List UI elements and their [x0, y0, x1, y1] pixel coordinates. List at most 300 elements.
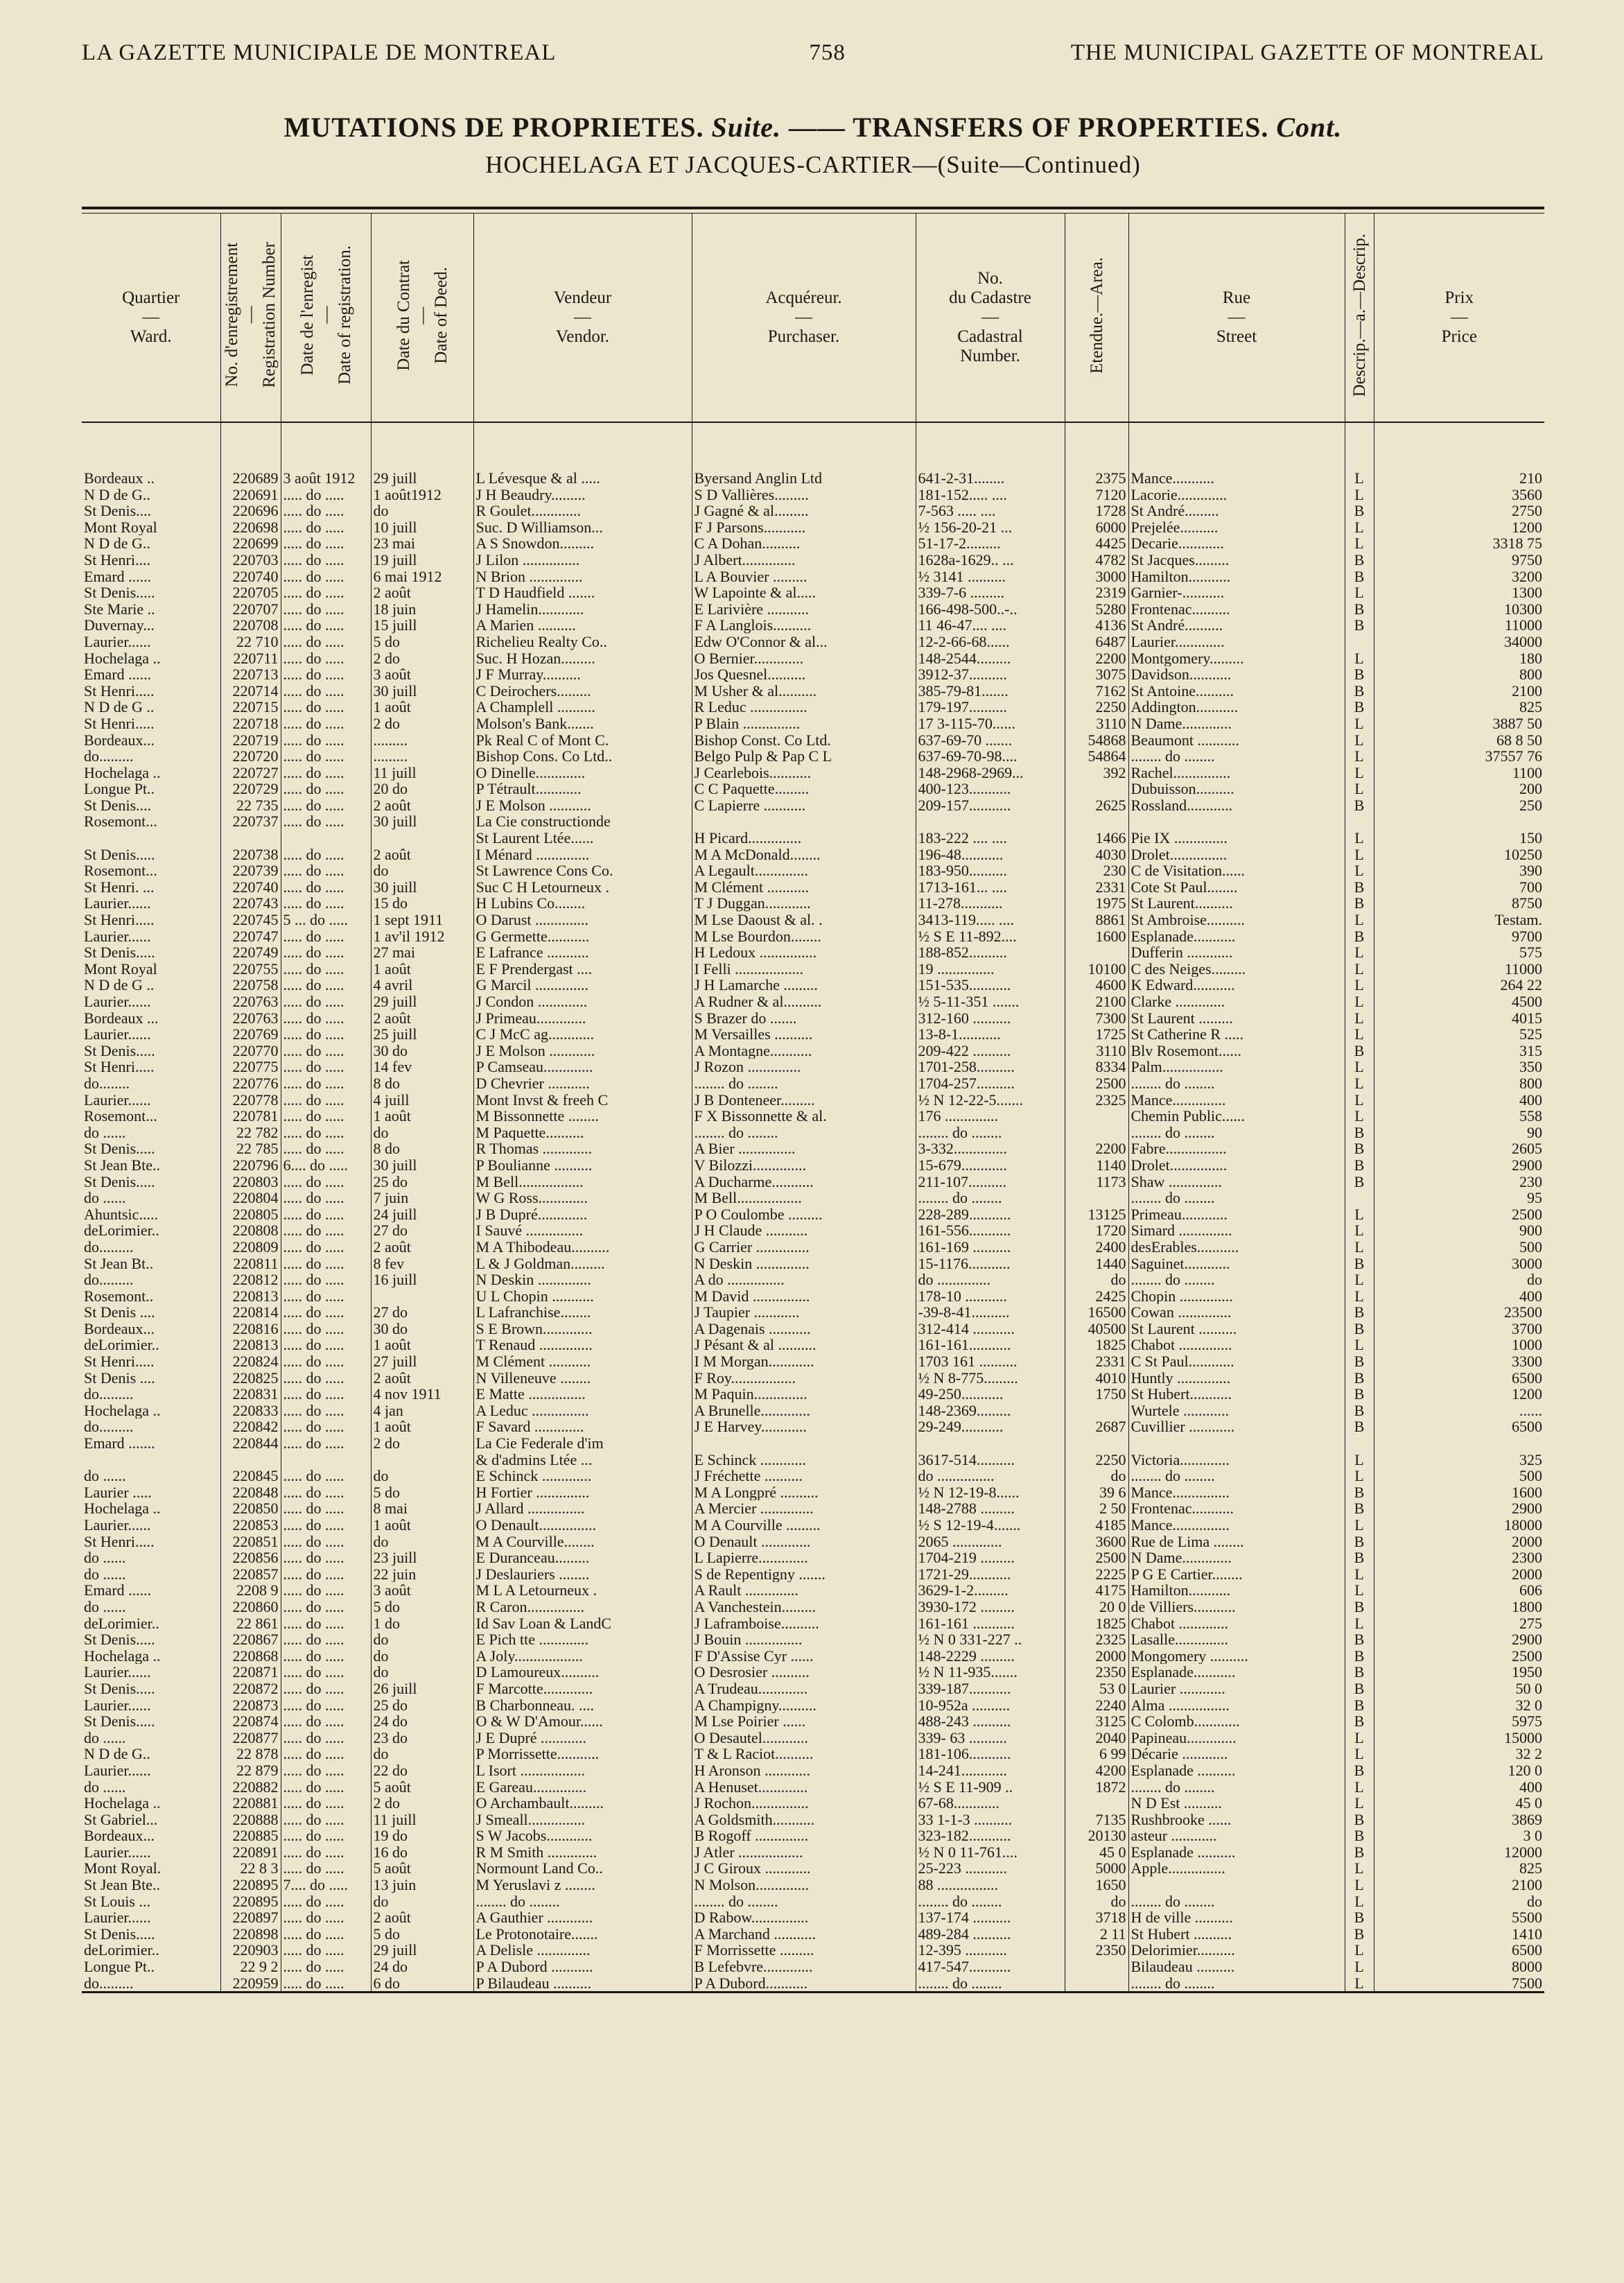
cell-deed-date: 2 août [371, 1909, 473, 1926]
title-suite: Suite. [711, 112, 781, 143]
cell-price: 1950 [1374, 1664, 1544, 1681]
cell-cadastre: 161-161........... [916, 1337, 1065, 1353]
col-ward: Quartier — Ward. [82, 214, 220, 422]
cell-ward: Laurier...... [84, 1091, 151, 1109]
cell-description: L [1345, 781, 1374, 797]
cell-deed-date: do [371, 1631, 473, 1648]
cell-ward: Mont Royal [84, 519, 157, 536]
cell-vendor: Suc C H Letourneux . [473, 879, 692, 896]
cell-ward: do......... [84, 748, 134, 765]
cell-reg-number: 220816 [220, 1321, 281, 1337]
cell-cadastre: 181-152..... .... [916, 487, 1065, 503]
cell-street: Saguinet............ [1128, 1256, 1345, 1272]
cell-vendor: A Champlell .......... [473, 699, 692, 715]
cell-ward: Mont Royal. [84, 1860, 161, 1877]
cell-purchaser: J Fréchette .......... [692, 1468, 916, 1484]
cell-purchaser: L Lapierre............. [692, 1550, 916, 1566]
cell-cadastre: 637-69-70-98.... [916, 748, 1065, 765]
cell-description: L [1345, 1271, 1374, 1288]
cell-reg-date: ..... do ..... [281, 1174, 371, 1190]
cell-deed-date: 27 do [371, 1304, 473, 1321]
cell-ward: Laurier...... [84, 1517, 151, 1534]
cell-street [1128, 813, 1345, 830]
cell-description: B [1345, 1697, 1374, 1714]
cell-purchaser: B Rogoff .............. [692, 1828, 916, 1844]
table-row [82, 1812, 1544, 1828]
cell-deed-date: 24 juill [371, 1206, 473, 1223]
cell-reg-number: 220739 [220, 862, 281, 879]
cell-deed-date: 2 août [371, 584, 473, 601]
cell-ward: Laurier...... [84, 1696, 151, 1714]
cell-street: Laurier............. [1128, 634, 1345, 650]
cell-reg-date: ..... do ..... [281, 1517, 371, 1534]
cell-area: 1750 [1065, 1386, 1128, 1403]
cell-deed-date: 1 août [371, 699, 473, 715]
cell-street: Papineau............. [1128, 1730, 1345, 1746]
table-row [82, 1206, 1544, 1223]
cell-vendor: Le Protonotaire....... [473, 1926, 692, 1943]
cell-area: 1600 [1065, 928, 1128, 945]
cell-vendor: St Laurent Ltée...... [473, 830, 692, 847]
cell-purchaser: M Usher & al.......... [692, 683, 916, 700]
cell-street: Cote St Paul........ [1128, 879, 1345, 896]
cell-vendor: Molson's Bank....... [473, 715, 692, 732]
cell-deed-date: 23 juill [371, 1550, 473, 1566]
cell-area: 1650 [1065, 1877, 1128, 1893]
cell-reg-number: 220755 [220, 961, 281, 978]
cell-price: 2900 [1374, 1157, 1544, 1174]
col-reg-date: Date de l'enregist — Date of registration. [281, 214, 371, 422]
cell-vendor: A Leduc ............... [473, 1403, 692, 1419]
cell-area: 1725 [1065, 1026, 1128, 1043]
cell-deed-date: 1 do [371, 1615, 473, 1632]
cell-description: L [1345, 1108, 1374, 1125]
cell-reg-number: 220848 [220, 1484, 281, 1501]
cell-street: Decarie............ [1128, 535, 1345, 552]
cell-price: 1100 [1374, 765, 1544, 781]
cell-deed-date: 2 août [371, 1370, 473, 1387]
cell-cadastre: 188-852.......... [916, 944, 1065, 961]
cell-price: 2750 [1374, 503, 1544, 519]
table-row [82, 1534, 1544, 1550]
cell-street: St André.......... [1128, 617, 1345, 634]
cell-cadastre: 181-106........... [916, 1746, 1065, 1762]
cell-description: B [1345, 1304, 1374, 1321]
cell-vendor: N Brion .............. [473, 568, 692, 585]
cell-vendor: J F Murray.......... [473, 666, 692, 683]
cell-street: H de ville .......... [1128, 1909, 1345, 1926]
cell-cadastre: ½ N 12-22-5....... [916, 1092, 1065, 1109]
cell-deed-date: 8 do [371, 1140, 473, 1157]
cell-ward: Hochelaga .. [84, 1500, 161, 1517]
cell-street: Pie IX .............. [1128, 830, 1345, 847]
cell-area [1065, 1959, 1128, 1975]
cell-deed-date: 25 do [371, 1174, 473, 1190]
cell-cadastre: 3413-119..... .... [916, 912, 1065, 928]
cell-deed-date: 11 juill [371, 765, 473, 781]
cell-deed-date: 27 mai [371, 944, 473, 961]
cell-deed-date: 19 do [371, 1828, 473, 1844]
cell-price: 800 [1374, 1075, 1544, 1092]
cell-street: Mance............... [1128, 1517, 1345, 1534]
cell-ward: St Jean Bte.. [84, 1156, 160, 1174]
cell-reg-number: 220727 [220, 765, 281, 781]
table-row [82, 748, 1544, 765]
cell-area: 39 6 [1065, 1484, 1128, 1501]
cell-street: Esplanade........... [1128, 928, 1345, 945]
table-row [82, 1353, 1544, 1370]
cell-vendor: S W Jacobs............ [473, 1828, 692, 1844]
cell-price: 275 [1374, 1615, 1544, 1632]
cell-reg-number: 220729 [220, 781, 281, 797]
cell-deed-date: 16 juill [371, 1271, 473, 1288]
cell-deed-date: 7 juin [371, 1190, 473, 1206]
cell-vendor: M A Courville........ [473, 1534, 692, 1550]
cell-reg-date: ..... do ..... [281, 1075, 371, 1092]
cell-ward: Hochelaga .. [84, 1795, 161, 1812]
cell-description: B [1345, 1664, 1374, 1681]
cell-ward: Longue Pt.. [84, 781, 155, 797]
cell-ward: St Henri..... [84, 682, 155, 700]
cell-vendor: G Marcil .............. [473, 977, 692, 993]
cell-ward: Laurier...... [84, 1843, 151, 1861]
cell-price: 68 8 50 [1374, 732, 1544, 749]
cell-reg-number: 220851 [220, 1534, 281, 1550]
table-row [82, 1256, 1544, 1272]
cell-deed-date: 5 do [371, 1599, 473, 1615]
cell-vendor: Mont Invst & freeh C [473, 1092, 692, 1109]
cell-deed-date: 25 do [371, 1697, 473, 1714]
cell-description: B [1345, 1926, 1374, 1943]
table-row [82, 944, 1544, 961]
cell-purchaser: Jos Quesnel.......... [692, 666, 916, 683]
cell-price: 390 [1374, 862, 1544, 879]
cell-street: Frontenac........... [1128, 1500, 1345, 1517]
cell-vendor: M Bissonnette ........ [473, 1108, 692, 1125]
cell-area: 4030 [1065, 847, 1128, 863]
cell-description: B [1345, 699, 1374, 715]
cell-cadastre: 1704-219 ......... [916, 1550, 1065, 1566]
cell-ward: Emard ...... [84, 568, 152, 585]
cell-ward: St Louis ... [84, 1893, 150, 1910]
cell-vendor: St Lawrence Cons Co. [473, 862, 692, 879]
cell-area: 230 [1065, 862, 1128, 879]
cell-vendor: E Duranceau......... [473, 1550, 692, 1566]
cell-purchaser: A Henuset............. [692, 1779, 916, 1796]
cell-vendor: L Lévesque & al ..... [473, 470, 692, 487]
cell-area: 3110 [1065, 715, 1128, 732]
cell-vendor: R Caron............... [473, 1599, 692, 1615]
cell-purchaser: F Roy................. [692, 1370, 916, 1387]
cell-cadastre: 489-284 .......... [916, 1926, 1065, 1943]
cell-ward: St Denis..... [84, 1042, 155, 1059]
cell-reg-date: ..... do ..... [281, 1648, 371, 1665]
cell-price: 37557 76 [1374, 748, 1544, 765]
table-row [82, 1844, 1544, 1861]
cell-deed-date: 1 août [371, 1418, 473, 1435]
cell-area: 5280 [1065, 601, 1128, 618]
cell-deed-date: 15 juill [371, 617, 473, 634]
cell-description: L [1345, 830, 1374, 847]
cell-reg-number: 22 782 [220, 1125, 281, 1141]
cell-vendor: J Hamelin............ [473, 601, 692, 618]
cell-deed-date: 8 do [371, 1075, 473, 1092]
cell-reg-number: 220831 [220, 1386, 281, 1403]
cell-vendor: M L A Letourneux . [473, 1582, 692, 1599]
cell-ward: St Denis..... [84, 1680, 155, 1697]
cell-cadastre: 13-8-1........... [916, 1026, 1065, 1043]
cell-area: 5000 [1065, 1860, 1128, 1877]
cell-street: Delorimier.......... [1128, 1942, 1345, 1959]
cell-deed-date: 10 juill [371, 519, 473, 536]
cell-reg-date: ..... do ..... [281, 1534, 371, 1550]
cell-ward: do ...... [84, 1124, 126, 1141]
cell-description [1345, 634, 1374, 650]
cell-description: L [1345, 993, 1374, 1010]
cell-purchaser: M Clément ........... [692, 879, 916, 896]
cell-reg-number: 220857 [220, 1566, 281, 1583]
cell-price: 1410 [1374, 1926, 1544, 1943]
cell-price: 4015 [1374, 1010, 1544, 1027]
cell-street: Dubuisson.......... [1128, 781, 1345, 797]
cell-reg-date: ..... do ..... [281, 552, 371, 568]
cell-description: B [1345, 895, 1374, 912]
cell-cadastre: ½ 156-20-21 ... [916, 519, 1065, 536]
cell-reg-number: 220853 [220, 1517, 281, 1534]
cell-reg-date: ..... do ..... [281, 1500, 371, 1517]
cell-ward: do......... [84, 1418, 134, 1436]
cell-street: St Laurent.......... [1128, 895, 1345, 912]
cell-vendor: E Schinck ............. [473, 1468, 692, 1484]
cell-purchaser: ........ do ........ [692, 1893, 916, 1910]
cell-ward: Hochelaga .. [84, 1647, 161, 1665]
cell-description: B [1345, 1125, 1374, 1141]
cell-reg-number: 220703 [220, 552, 281, 568]
cell-reg-number: 220796 [220, 1157, 281, 1174]
cell-street [1128, 1435, 1345, 1452]
cell-street: Chabot .............. [1128, 1337, 1345, 1353]
cell-reg-number: 220713 [220, 666, 281, 683]
cell-deed-date: 1 août [371, 961, 473, 978]
cell-reg-date: ..... do ..... [281, 1418, 371, 1435]
cell-price: 12000 [1374, 1844, 1544, 1861]
cell-area: 1140 [1065, 1157, 1128, 1174]
cell-deed-date: do [371, 1468, 473, 1484]
cell-price: 350 [1374, 1059, 1544, 1075]
cell-cadastre: 1628a-1629.. ... [916, 552, 1065, 568]
cell-deed-date: 23 mai [371, 535, 473, 552]
cell-cadastre: 137-174 .......... [916, 1909, 1065, 1926]
cell-street: St Laurent .......... [1128, 1321, 1345, 1337]
cell-street: Montgomery......... [1128, 650, 1345, 667]
cell-cadastre: ½ S 12-19-4....... [916, 1517, 1065, 1534]
cell-reg-number: 220814 [220, 1304, 281, 1321]
cell-reg-number: 220705 [220, 584, 281, 601]
cell-price: 3700 [1374, 1321, 1544, 1337]
cell-price: 50 0 [1374, 1681, 1544, 1697]
cell-vendor: J H Beaudry......... [473, 487, 692, 503]
cell-description: B [1345, 1648, 1374, 1665]
cell-street: Garnier-........... [1128, 584, 1345, 601]
cell-street: Hamilton........... [1128, 1582, 1345, 1599]
cell-deed-date: 4 avril [371, 977, 473, 993]
cell-area: 392 [1065, 765, 1128, 781]
cell-vendor: P Morrissette........... [473, 1746, 692, 1762]
cell-cadastre: 148-2968-2969... [916, 765, 1065, 781]
cell-reg-date: ..... do ..... [281, 1812, 371, 1828]
cell-deed-date: 4 jan [371, 1403, 473, 1419]
table-row [82, 584, 1544, 601]
cell-vendor: M Paquette.......... [473, 1125, 692, 1141]
cell-purchaser: J H Lamarche ......... [692, 977, 916, 993]
cell-vendor: Suc. H Hozan......... [473, 650, 692, 667]
cell-cadastre: 339- 63 .......... [916, 1730, 1065, 1746]
cell-vendor: P Tétrault............ [473, 781, 692, 797]
cell-purchaser: H Ledoux ............... [692, 944, 916, 961]
cell-vendor: D Chevrier ........... [473, 1075, 692, 1092]
cell-price: 9700 [1374, 928, 1544, 945]
cell-ward: N D de G.. [84, 535, 150, 552]
running-header [82, 40, 1544, 71]
cell-street: Rue de Lima ........ [1128, 1534, 1345, 1550]
cell-cadastre: ........ do ........ [916, 1893, 1065, 1910]
table-row [82, 1337, 1544, 1353]
cell-area: 10100 [1065, 961, 1128, 978]
cell-deed-date: 22 juin [371, 1566, 473, 1583]
cell-vendor: T D Haudfield ....... [473, 584, 692, 601]
cell-description: B [1345, 1534, 1374, 1550]
cell-purchaser: A Vanchestein......... [692, 1599, 916, 1615]
cell-vendor: J Primeau............. [473, 1010, 692, 1027]
cell-area [1065, 1795, 1128, 1812]
cell-ward: St Jean Bt.. [84, 1255, 154, 1272]
title-french: MUTATIONS DE PROPRIETES. [283, 112, 704, 143]
cell-street: ........ do ........ [1128, 1893, 1345, 1910]
cell-ward: St Denis..... [84, 1713, 155, 1730]
cell-description: L [1345, 977, 1374, 993]
cell-purchaser [692, 1435, 916, 1452]
cell-street: Drolet............... [1128, 1157, 1345, 1174]
table-row [82, 879, 1544, 896]
cell-ward: St Henri..... [84, 715, 155, 732]
cell-street: St Jacques......... [1128, 552, 1345, 568]
cell-deed-date: 15 do [371, 895, 473, 912]
cell-purchaser: A Goldsmith........... [692, 1812, 916, 1828]
cell-reg-number: 220763 [220, 1010, 281, 1027]
cell-deed-date: 2 août [371, 797, 473, 814]
cell-reg-date: ..... do ..... [281, 961, 371, 978]
cell-street: Laurier ............ [1128, 1681, 1345, 1697]
cell-ward: Hochelaga .. [84, 650, 161, 667]
cell-ward: St Henri..... [84, 912, 155, 928]
cell-area: 20 0 [1065, 1599, 1128, 1615]
cell-deed-date: 1 août [371, 1517, 473, 1534]
cell-reg-number: 220882 [220, 1779, 281, 1796]
table-row [82, 1975, 1544, 1992]
cell-ward: do......... [84, 1386, 134, 1403]
cell-street: Wurtele ............ [1128, 1403, 1345, 1419]
cell-reg-date: ..... do ..... [281, 519, 371, 536]
cell-ward: Ste Marie .. [84, 600, 155, 618]
cell-street: Dufferin ............ [1128, 944, 1345, 961]
cell-purchaser: N Deskin .............. [692, 1256, 916, 1272]
cell-deed-date: 5 do [371, 1926, 473, 1943]
cell-purchaser: S Brazer do ....... [692, 1010, 916, 1027]
cell-purchaser: N Molson.............. [692, 1877, 916, 1893]
cell-price: 400 [1374, 1288, 1544, 1305]
cell-reg-date: ..... do ..... [281, 1713, 371, 1730]
col-description: Descrip.—a.—Descrip. [1345, 214, 1374, 422]
cell-ward: deLorimier.. [84, 1615, 159, 1632]
cell-vendor: P A Dubord ........... [473, 1959, 692, 1975]
cell-cadastre: 3629-1-2......... [916, 1582, 1065, 1599]
table-row [82, 961, 1544, 978]
cell-price: 315 [1374, 1043, 1544, 1059]
cell-ward: Emard ...... [84, 1582, 152, 1599]
cell-area: 40500 [1065, 1321, 1128, 1337]
cell-cadastre: 183-222 .... .... [916, 830, 1065, 847]
cell-reg-date: ..... do ..... [281, 1484, 371, 1501]
cell-vendor: O & W D'Amour...... [473, 1713, 692, 1730]
cell-purchaser: A Trudeau............. [692, 1681, 916, 1697]
cell-vendor: J Lilon ............... [473, 552, 692, 568]
bottom-rule [82, 1991, 1544, 1993]
cell-cadastre: 641-2-31........ [916, 470, 1065, 487]
cell-vendor: M Clément ........... [473, 1353, 692, 1370]
cell-area [1065, 1403, 1128, 1419]
cell-cadastre: 323-182........... [916, 1828, 1065, 1844]
cell-price: 3560 [1374, 487, 1544, 503]
cell-reg-date: 5 ... do ..... [281, 912, 371, 928]
cell-description: L [1345, 1468, 1374, 1484]
cell-price [1374, 1435, 1544, 1452]
cell-area: 1975 [1065, 895, 1128, 912]
cell-area: 2000 [1065, 1648, 1128, 1665]
cell-purchaser: Bishop Const. Co Ltd. [692, 732, 916, 749]
cell-ward: Laurier...... [84, 1909, 151, 1926]
cell-cadastre: ½ N 0 331-227 .. [916, 1631, 1065, 1648]
cell-cadastre: 11-278........... [916, 895, 1065, 912]
cell-deed-date: do [371, 1648, 473, 1665]
cell-ward: Laurier...... [84, 1026, 151, 1043]
cell-reg-date: ..... do ..... [281, 1697, 371, 1714]
cell-cadastre: 166-498-500..-.. [916, 601, 1065, 618]
cell-cadastre: 148-2229 ......... [916, 1648, 1065, 1665]
cell-description: B [1345, 568, 1374, 585]
cell-area: 7135 [1065, 1812, 1128, 1828]
cell-vendor: J Deslauriers ........ [473, 1566, 692, 1583]
cell-cadastre: do .............. [916, 1271, 1065, 1288]
cell-area: 8861 [1065, 912, 1128, 928]
cell-street: Cuvillier ............ [1128, 1418, 1345, 1435]
page-title [82, 111, 1544, 146]
cell-price: 45 0 [1374, 1795, 1544, 1812]
cell-reg-date: ..... do ..... [281, 847, 371, 863]
cell-reg-date [281, 1452, 371, 1468]
cell-reg-date: ..... do ..... [281, 666, 371, 683]
cell-vendor: A Gauthier ............ [473, 1909, 692, 1926]
cell-cadastre: 1721-29........... [916, 1566, 1065, 1583]
cell-area [1065, 813, 1128, 830]
cell-price: 32 0 [1374, 1697, 1544, 1714]
cell-cadastre: 209-422 .......... [916, 1043, 1065, 1059]
cell-ward: Bordeaux... [84, 731, 155, 749]
cell-area: 2 50 [1065, 1500, 1128, 1517]
cell-price: 4500 [1374, 993, 1544, 1010]
cell-description: B [1345, 1550, 1374, 1566]
cell-area: 3125 [1065, 1713, 1128, 1730]
cell-price: 8000 [1374, 1959, 1544, 1975]
